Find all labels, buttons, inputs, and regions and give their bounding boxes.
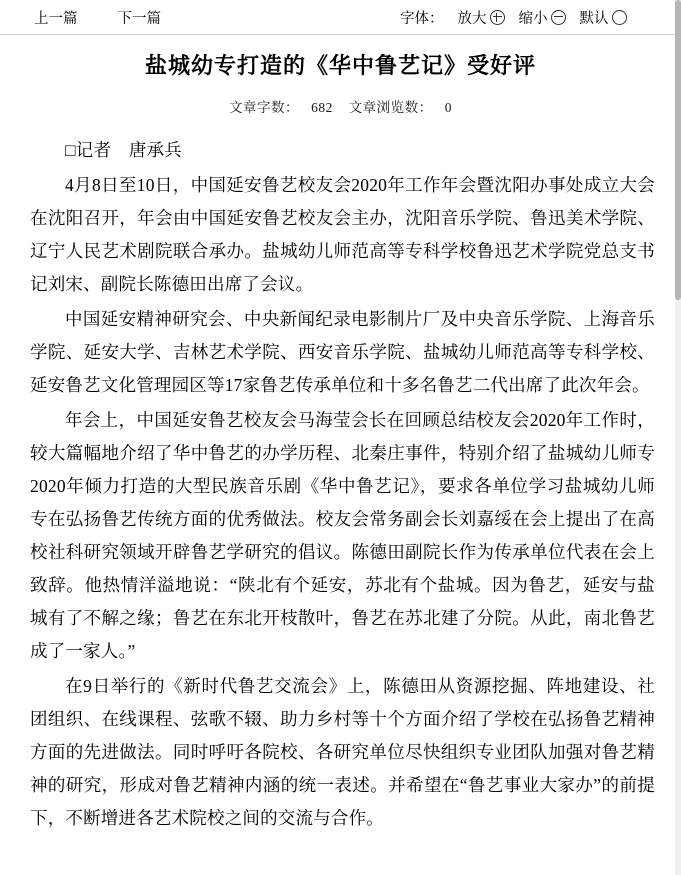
font-default-button[interactable]	[580, 7, 627, 28]
font-size-label: 字体：	[400, 10, 444, 27]
prev-article-link[interactable]: 上一篇	[34, 10, 78, 27]
plus-circle-icon	[490, 10, 505, 25]
font-size-controls	[400, 0, 627, 34]
article-navigation	[0, 7, 161, 28]
top-toolbar	[0, 0, 681, 35]
word-count-label: 文章字数：	[229, 100, 300, 115]
views-label: 文章浏览数：	[348, 100, 433, 115]
views-value: 0	[444, 100, 452, 115]
article-paragraph: 年会上，中国延安鲁艺校友会马海莹会长在回顾总结校友会2020年工作时，较大篇幅地介绍了华中鲁艺的办学历程、北秦庄事件，特别介绍了盐城幼儿师专2020年倾力打造的大型民族音乐剧《华中鲁艺记》，要求各单位学习盐城幼儿师专在弘扬鲁艺传统方面的优秀做法。校友会常务副会长刘嘉绥在会上提出了在高校社科研究领域开辟鲁艺学研究的倡议。陈德田副院长作为传承单位代表在会上致辞。他热情洋溢地说：“陕北有个延安，苏北有个盐城。因为鲁艺，延安与盐城有了不解之缘；鲁艺在东北开枝散叶，鲁艺在苏北建了分院。从此，南北鲁艺成了一家人。”	[30, 410, 655, 661]
scrollbar-thumb[interactable]	[675, 0, 681, 300]
font-enlarge-button[interactable]	[458, 7, 505, 28]
article-paragraph: 4月8日至10日，中国延安鲁艺校友会2020年工作年会暨沈阳办事处成立大会在沈阳召开，年会由中国延安鲁艺校友会主办，沈阳音乐学院、鲁迅美术学院、辽宁人民艺术剧院联合承办。盐城幼儿师范高等专科学校鲁迅艺术学院党总支书记刘宋、副院长陈德田出席了会议。	[30, 175, 655, 294]
font-shrink-label: 缩小	[518, 10, 548, 27]
next-article-link[interactable]: 下一篇	[117, 10, 161, 27]
article-meta	[0, 96, 681, 116]
vertical-scrollbar[interactable]	[675, 0, 681, 875]
font-shrink-button[interactable]	[519, 7, 566, 28]
font-enlarge-label: 放大	[457, 10, 487, 27]
article-paragraph: 中国延安精神研究会、中央新闻纪录电影制片厂及中央音乐学院、上海音乐学院、延安大学、吉林艺术学院、西安音乐学院、盐城幼儿师范高等专科学校、延安鲁艺文化管理园区等17家鲁艺传承单位和十多名鲁艺二代出席了此次年会。	[30, 309, 655, 395]
article-byline: □记者 唐承兵	[65, 140, 182, 160]
circle-icon	[612, 10, 627, 25]
font-default-label: 默认	[579, 10, 609, 27]
minus-circle-icon	[551, 10, 566, 25]
article-body	[30, 134, 655, 835]
word-count-value: 682	[311, 100, 333, 115]
article-paragraph: 在9日举行的《新时代鲁艺交流会》上，陈德田从资源挖掘、阵地建设、社团组织、在线课程、弦歌不辍、助力乡村等十个方面介绍了学校在弘扬鲁艺精神方面的先进做法。同时呼吁各院校、各研究单位尽快组织专业团队加强对鲁艺精神的研究，形成对鲁艺精神内涵的统一表述。并希望在“鲁艺事业大家办”的前提下，不断增进各艺术院校之间的交流与合作。	[30, 676, 655, 828]
page-title: 盐城幼专打造的《华中鲁艺记》受好评	[144, 53, 536, 78]
